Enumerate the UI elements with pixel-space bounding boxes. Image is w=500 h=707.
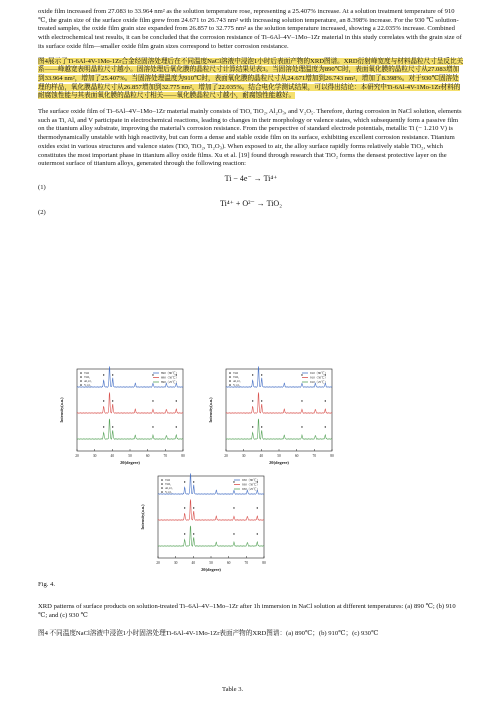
- peak-marker: [325, 426, 326, 427]
- peak-marker: [257, 507, 258, 508]
- legend-series-label: 890（50℃）: [161, 375, 179, 380]
- paper-page: [38, 8, 464, 218]
- peak-marker: [193, 481, 194, 482]
- peak-marker: [325, 400, 326, 401]
- legend-marker: [80, 384, 82, 386]
- x-tick-label: 20: [75, 454, 79, 458]
- x-tick-label: 60: [145, 454, 150, 458]
- paragraph-grain-size: oxide film increased from 27.083 to 33.964 nm² as the solution temperature rose, representing a 25.407% increase. At a solution treatment temperature of 910 ℃, the grain size of the surface oxide film grew from 24.671 to 26.743 nm² with increasing solution temperature, an 8.398% increase. For the 930 ℃ solution-treated samples, the oxide film grain size expanded from 26.857 to 32.775 nm² as the solution temperature increased, showing a 22.035% increase. Combined with electrochemical test results, it can be concluded that the corrosion resistance of Ti–6Al–4V–1Mo–1Zr material in this study correlates with the grain size of its surface oxide film—smaller oxide film grain sizes correspond to better corrosion resistance.: [38, 8, 462, 50]
- peak-marker: [152, 374, 153, 375]
- x-tick-label: 30: [92, 454, 97, 458]
- legend-marker: [161, 487, 163, 489]
- peak-marker: [184, 533, 185, 534]
- peak-marker: [233, 481, 234, 482]
- legend-marker: [80, 372, 82, 374]
- equation-2: Ti⁴⁺ + O²⁻ → TiO₂: [220, 199, 282, 209]
- legend-marker: [80, 380, 82, 382]
- peak-marker: [233, 533, 234, 534]
- legend-marker-label: Al₂O₃: [84, 379, 92, 383]
- x-tick-label: 60: [226, 561, 231, 565]
- equation-1-number: (1): [38, 183, 46, 191]
- x-tick-label: 80: [262, 561, 266, 565]
- xrd-chart-a-svg: [55, 363, 193, 471]
- peak-marker: [301, 400, 302, 401]
- x-axis-label: 2θ(degree): [201, 567, 221, 572]
- figure-caption: XRD patterns of surface products on solution-treated Ti–6Al–4V–1Mo–1Zr after 1h immersion in NaCl solution at different temperatures: (a) 890 ℃; (b) 910 ℃; and (c) 930 ℃: [38, 603, 456, 619]
- x-tick-label: 40: [259, 454, 264, 458]
- legend-series-label: 890（25℃）: [161, 380, 179, 384]
- y-axis-label: Intensity(a.u.): [208, 397, 213, 423]
- legend-marker-label: TiO₂: [165, 482, 172, 486]
- xrd-trace: [158, 500, 264, 521]
- x-tick-label: 20: [156, 561, 160, 565]
- peak-marker: [252, 426, 253, 427]
- figure-caption-chinese: 图4 不同温度NaCl溶液中浸泡1小时固溶处理Ti-6Al-4V-1Mo-1Zr表面产物的XRD图谱：(a) 890℃；(b) 910℃；(c) 930℃: [38, 630, 379, 637]
- paragraph-chinese-summary: [38, 58, 464, 102]
- figure-label: Fig. 4.: [38, 581, 56, 588]
- legend-series-label: 910（80℃）: [310, 371, 328, 375]
- x-tick-label: 20: [224, 454, 228, 458]
- peak-marker: [112, 400, 113, 401]
- legend-marker: [161, 483, 163, 485]
- peak-marker: [184, 481, 185, 482]
- x-tick-label: 40: [110, 454, 115, 458]
- peak-marker: [112, 374, 113, 375]
- x-tick-label: 50: [209, 561, 213, 565]
- xrd-trace: [226, 393, 332, 414]
- legend-marker: [80, 376, 82, 378]
- x-tick-label: 70: [312, 454, 317, 458]
- legend-series-label: 930（50℃）: [242, 482, 260, 487]
- peak-marker: [301, 426, 302, 427]
- legend-marker: [229, 376, 231, 378]
- x-tick-label: 70: [163, 454, 168, 458]
- x-tick-label: 70: [244, 561, 249, 565]
- xrd-chart-c: [136, 470, 274, 578]
- legend-series-label: 910（25℃）: [310, 380, 328, 384]
- xrd-trace: [158, 526, 264, 547]
- peak-marker: [193, 507, 194, 508]
- xrd-chart-b-svg: [204, 363, 342, 471]
- legend-series-label: 910（50℃）: [310, 375, 328, 380]
- peak-marker: [184, 507, 185, 508]
- y-axis-label: Intensity(a.u.): [59, 397, 64, 423]
- x-tick-label: 50: [128, 454, 132, 458]
- xrd-chart-b: [204, 363, 342, 471]
- xrd-chart-a: [55, 363, 193, 471]
- equation-2-number: (2): [38, 209, 46, 217]
- peak-marker: [176, 400, 177, 401]
- legend-marker-label: V₂O₅: [233, 383, 240, 387]
- legend-marker-label: TiO₂: [84, 375, 91, 379]
- x-tick-label: 50: [277, 454, 281, 458]
- legend-marker-label: V₂O₅: [84, 383, 91, 387]
- x-axis-label: 2θ(degree): [269, 460, 289, 465]
- legend-marker-label: TiO: [165, 478, 171, 482]
- equation-1: Ti − 4e⁻ → Ti⁴⁺: [224, 173, 278, 183]
- peak-marker: [261, 374, 262, 375]
- peak-marker: [261, 426, 262, 427]
- peak-marker: [233, 507, 234, 508]
- x-tick-label: 80: [181, 454, 185, 458]
- peak-marker: [301, 374, 302, 375]
- legend-marker-label: Al₂O₃: [165, 486, 173, 490]
- peak-marker: [252, 400, 253, 401]
- legend-marker-label: TiO: [84, 371, 90, 375]
- x-tick-label: 80: [330, 454, 334, 458]
- peak-marker: [257, 533, 258, 534]
- x-tick-label: 30: [241, 454, 246, 458]
- legend-marker: [161, 479, 163, 481]
- legend-series-label: 930（25℃）: [242, 487, 260, 491]
- x-axis-label: 2θ(degree): [120, 460, 140, 465]
- y-axis-label: Intensity(a.u.): [140, 504, 145, 530]
- peak-marker: [152, 400, 153, 401]
- legend-series-label: 890（80℃）: [161, 371, 179, 375]
- peak-marker: [193, 533, 194, 534]
- table-label: Table 3.: [222, 686, 244, 693]
- legend-marker-label: Al₂O₃: [233, 379, 241, 383]
- xrd-trace: [77, 419, 183, 440]
- peak-marker: [103, 400, 104, 401]
- legend-marker: [161, 491, 163, 493]
- legend-marker: [229, 372, 231, 374]
- x-tick-label: 30: [173, 561, 178, 565]
- legend-marker: [229, 384, 231, 386]
- peak-marker: [103, 374, 104, 375]
- legend-marker-label: V₂O₅: [165, 490, 172, 494]
- peak-marker: [176, 426, 177, 427]
- x-tick-label: 40: [191, 561, 196, 565]
- paragraph-oxide-film: The surface oxide film of Ti–6Al–4V–1Mo–1Zr material mainly consists of TiO, TiO₂, Al₂O₃, and V₂O₅. Therefore, during corrosion in NaCl solution, elements such as Ti, Al, and V participate in electrochemical reactions, leading to changes in their morphology or valence states, which subsequently form a passive film on the titanium alloy substrate, improving the material's corrosion resistance. From the perspective of standard electrode potentials, metallic Ti (− 1.210 V) is thermodynamically unstable with high reactivity, but can form a dense and stable oxide film on its surface, exhibiting excellent corrosion resistance. Titanium oxides exist in various structures and valence states (TiO, TiO₂, Ti₂O₃). When exposed to air, the alloy surface rapidly forms relatively stable TiO₂, which constitutes the most important phase in titanium alloy oxide films. Xu et al. [19] found through research that TiO₂ forms the densest protective layer on the outermost surface of titanium alloys, generated through the following reaction:: [38, 108, 462, 168]
- peak-marker: [103, 426, 104, 427]
- legend-series-label: 930（80℃）: [242, 478, 260, 482]
- xrd-trace: [77, 393, 183, 414]
- legend-marker-label: TiO₂: [233, 375, 240, 379]
- chinese-highlighted-text: 图4展示了Ti-6Al-4V-1Mo-1Zr合金经固溶处理后在不同温度NaCl溶液中浸泡1小时后表面产物的XRD图谱。XRD衍射峰宽度与材料晶粒尺寸呈反比关系——峰越宽表明晶粒尺寸越小。固溶处理后氧化膜的晶粒尺寸计算结果见表3。当固溶处理温度为890℃时，表面氧化膜的晶粒尺寸从27.083增加到33.964 nm²，增加了25.407%。当固溶处理温度为910℃时，表面氧化膜的晶粒尺寸从24.671增加到26.743 nm²，增加了8.398%。对于930℃固溶处理的样品，氧化膜晶粒尺寸从26.857增加到32.775 nm²，增加了22.035%。结合电化学测试结果，可以得出结论：本研究中Ti-6Al-4V-1Mo-1Zr材料的耐腐蚀性能与其表面氧化膜的晶粒尺寸相关——氧化膜晶粒尺寸越小，耐腐蚀性能越好。: [38, 57, 464, 100]
- peak-marker: [112, 426, 113, 427]
- peak-marker: [252, 374, 253, 375]
- peak-marker: [261, 400, 262, 401]
- xrd-chart-c-svg: [136, 470, 274, 578]
- legend-marker-label: TiO: [233, 371, 239, 375]
- peak-marker: [152, 426, 153, 427]
- xrd-trace: [226, 419, 332, 440]
- x-tick-label: 60: [294, 454, 299, 458]
- legend-marker: [229, 380, 231, 382]
